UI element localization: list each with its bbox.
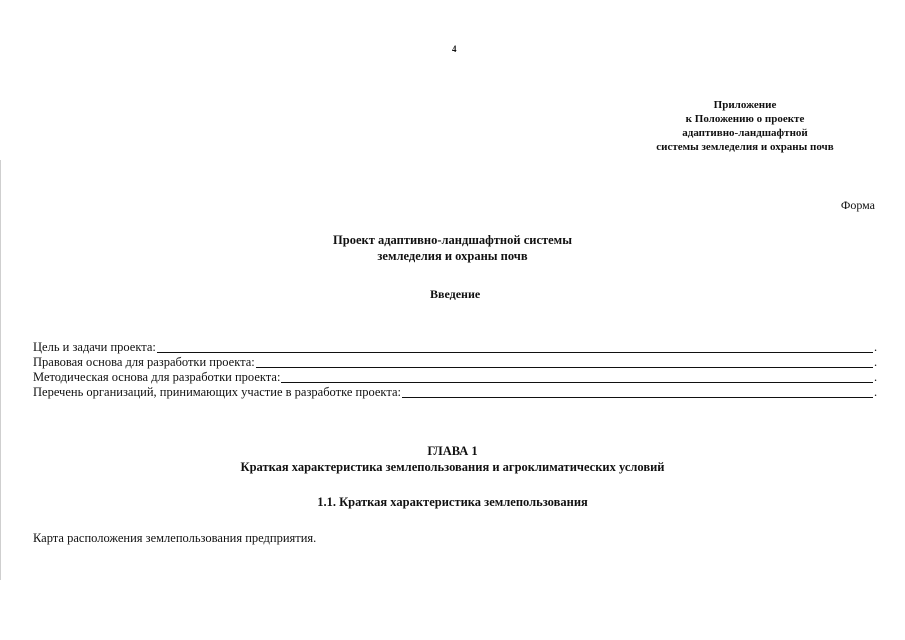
field-row-method-basis	[33, 370, 878, 385]
appendix-line: системы земледелия и охраны почв	[656, 141, 834, 153]
field-end-mark: .	[874, 355, 878, 369]
scan-margin-line	[0, 160, 1, 580]
field-input-line[interactable]	[281, 371, 873, 383]
map-description: Карта расположения землепользования предприятия.	[33, 531, 317, 545]
project-title-line: земледелия и охраны почв	[377, 249, 528, 263]
field-end-mark: .	[874, 385, 878, 399]
project-fields	[33, 340, 878, 400]
field-label: Перечень организаций, принимающих участие в разработке проекта:	[33, 385, 401, 399]
page-number: 4	[452, 44, 457, 54]
field-input-line[interactable]	[402, 386, 873, 398]
field-row-organizations	[33, 385, 878, 400]
field-label: Цель и задачи проекта:	[33, 340, 156, 354]
field-input-line[interactable]	[157, 341, 873, 353]
project-title	[0, 232, 905, 264]
field-row-goals	[33, 340, 878, 355]
field-row-legal-basis	[33, 355, 878, 370]
chapter-title: Краткая характеристика землепользования и агроклиматических условий	[240, 460, 665, 474]
field-label: Методическая основа для разработки проекта:	[33, 370, 281, 384]
appendix-line: адаптивно-ландшафтной	[682, 127, 808, 139]
chapter-number: ГЛАВА 1	[427, 444, 478, 458]
field-end-mark: .	[874, 370, 878, 384]
appendix-line: к Положению о проекте	[685, 113, 805, 125]
form-label: Форма	[840, 198, 875, 212]
appendix-header	[610, 98, 880, 154]
field-input-line[interactable]	[256, 356, 873, 368]
field-label: Правовая основа для разработки проекта:	[33, 355, 255, 369]
section-heading: 1.1. Краткая характеристика землепользования	[317, 495, 588, 509]
introduction-heading: Введение	[430, 287, 481, 301]
appendix-line: Приложение	[713, 99, 777, 111]
chapter-heading	[0, 443, 905, 475]
field-end-mark: .	[874, 340, 878, 354]
project-title-line: Проект адаптивно-ландшафтной системы	[333, 233, 572, 247]
